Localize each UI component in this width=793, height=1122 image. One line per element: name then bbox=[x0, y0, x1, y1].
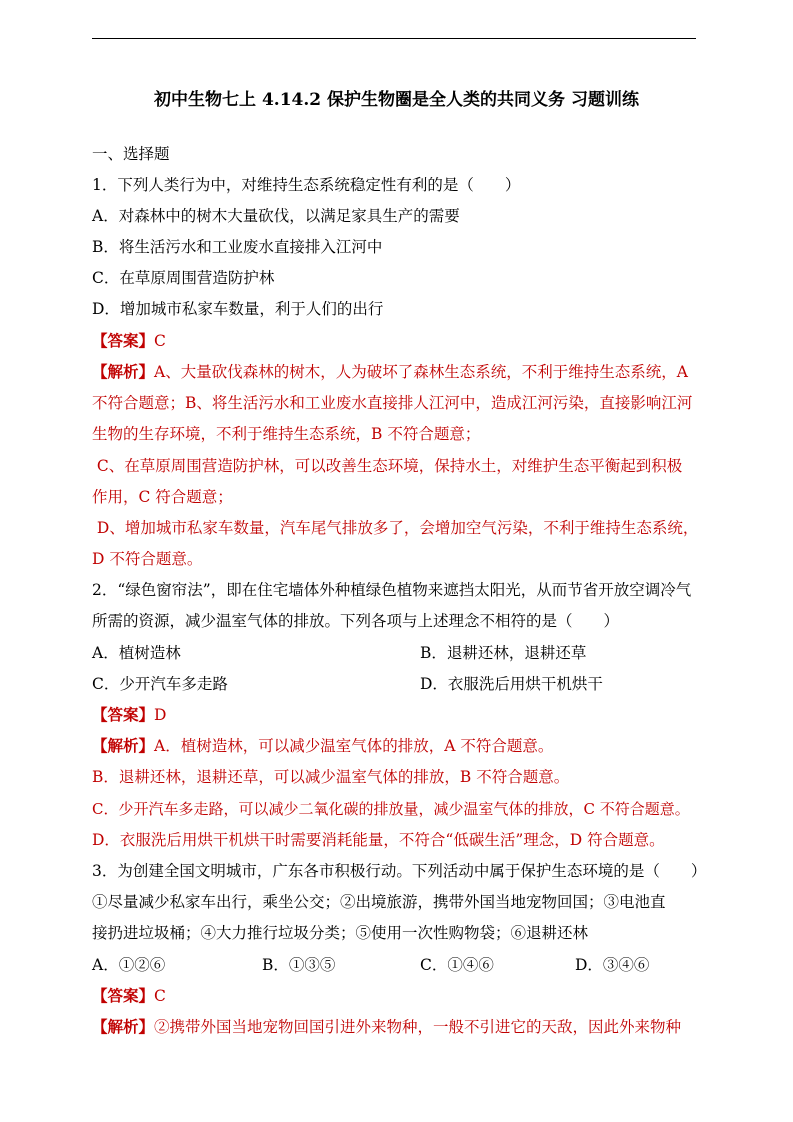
question-2-stem: 所需的资源，减少温室气体的排放。下列各项与上述理念不相符的是（ ） bbox=[92, 612, 620, 630]
q2-option-c: C．少开汽车多走路 bbox=[92, 675, 228, 693]
question-3-stem: ①尽量减少私家车出行，乘坐公交；②出境旅游，携带外国当地宠物回国；③电池直 bbox=[92, 893, 666, 911]
analysis-tag: 【解析】 bbox=[92, 362, 155, 381]
q1-answer bbox=[92, 331, 166, 351]
q3-option-a: A．①②⑥ bbox=[92, 956, 166, 974]
header-rule bbox=[92, 38, 696, 39]
analysis-text: ②携带外国当地宠物回国引进外来物种，一般不引进它的天敌，因此外来物种 bbox=[154, 1018, 682, 1036]
q1-analysis-line: D 不符合题意。 bbox=[92, 550, 203, 568]
question-2-stem: 2．“绿色窗帘法”，即在住宅墙体外种植绿色植物来遮挡太阳光，从而节省开放空调冷气 bbox=[92, 581, 692, 599]
q2-option-a: A．植树造林 bbox=[92, 644, 181, 662]
analysis-text: A．植树造林，可以减少温室气体的排放，A 不符合题意。 bbox=[154, 737, 554, 755]
question-1-stem: 1．下列人类行为中，对维持生态系统稳定性有利的是（ ） bbox=[92, 176, 521, 194]
q3-answer bbox=[92, 986, 166, 1006]
q2-analysis-line bbox=[92, 736, 553, 756]
answer-tag: 【答案】 bbox=[92, 986, 155, 1005]
answer-value: C bbox=[154, 987, 166, 1005]
question-3-stem: 3．为创建全国文明城市，广东各市积极行动。下列活动中属于保护生态环境的是（ ） bbox=[92, 862, 707, 880]
q1-analysis-line: C、在草原周围营造防护林，可以改善生态环境，保持水土，对维护生态平衡起到积极 bbox=[92, 457, 683, 475]
page-title: 初中生物七上 4.14.2 保护生物圈是全人类的共同义务 习题训练 bbox=[154, 90, 639, 110]
q1-option-b: B．将生活污水和工业废水直接排入江河中 bbox=[92, 238, 383, 256]
answer-value: C bbox=[154, 332, 166, 350]
q1-option-c: C．在草原周围营造防护林 bbox=[92, 269, 275, 287]
analysis-tag: 【解析】 bbox=[92, 1017, 155, 1036]
q1-analysis-line bbox=[92, 362, 688, 382]
analysis-tag: 【解析】 bbox=[92, 736, 155, 755]
q1-analysis-line: 不符合题意；B、将生活污水和工业废水直接排人江河中，造成江河污染，直接影响江河 bbox=[92, 394, 693, 412]
q2-analysis-line: D．衣服洗后用烘干机烘干时需要消耗能量，不符合“低碳生活”理念，D 符合题意。 bbox=[92, 831, 665, 849]
answer-tag: 【答案】 bbox=[92, 705, 155, 724]
q2-answer bbox=[92, 705, 166, 725]
q1-option-a: A．对森林中的树木大量砍伐，以满足家具生产的需要 bbox=[92, 207, 460, 225]
q1-analysis-line: 生物的生存环境，不利于维持生态系统，B 不符合题意； bbox=[92, 425, 481, 443]
answer-value: D bbox=[154, 706, 167, 724]
answer-tag: 【答案】 bbox=[92, 331, 155, 350]
q1-analysis-line: D、增加城市私家车数量，汽车尾气排放多了，会增加空气污染，不利于维持生态系统， bbox=[92, 519, 699, 537]
q3-option-c: C．①④⑥ bbox=[420, 956, 494, 974]
q2-analysis-line: C．少开汽车多走路，可以减少二氧化碳的排放量，减少温室气体的排放，C 不符合题意。 bbox=[92, 800, 690, 818]
q2-option-d: D．衣服洗后用烘干机烘干 bbox=[420, 675, 603, 693]
q3-option-d: D．③④⑥ bbox=[575, 956, 650, 974]
q3-analysis-line bbox=[92, 1017, 681, 1037]
section-heading: 一、选择题 bbox=[92, 145, 170, 163]
q2-option-b: B．退耕还林，退耕还草 bbox=[420, 644, 587, 662]
q1-analysis-line: 作用，C 符合题意； bbox=[92, 488, 233, 506]
question-3-stem: 接扔进垃圾桶；④大力推行垃圾分类；⑤使用一次性购物袋；⑥退耕还林 bbox=[92, 924, 589, 942]
analysis-text: A、大量砍伐森林的树木，人为破坏了森林生态系统，不利于维持生态系统，A bbox=[154, 363, 688, 381]
q1-option-d: D．增加城市私家车数量，利于人们的出行 bbox=[92, 300, 384, 318]
q3-option-b: B．①③⑤ bbox=[262, 956, 336, 974]
q2-analysis-line: B．退耕还林，退耕还草，可以减少温室气体的排放，B 不符合题意。 bbox=[92, 768, 570, 786]
